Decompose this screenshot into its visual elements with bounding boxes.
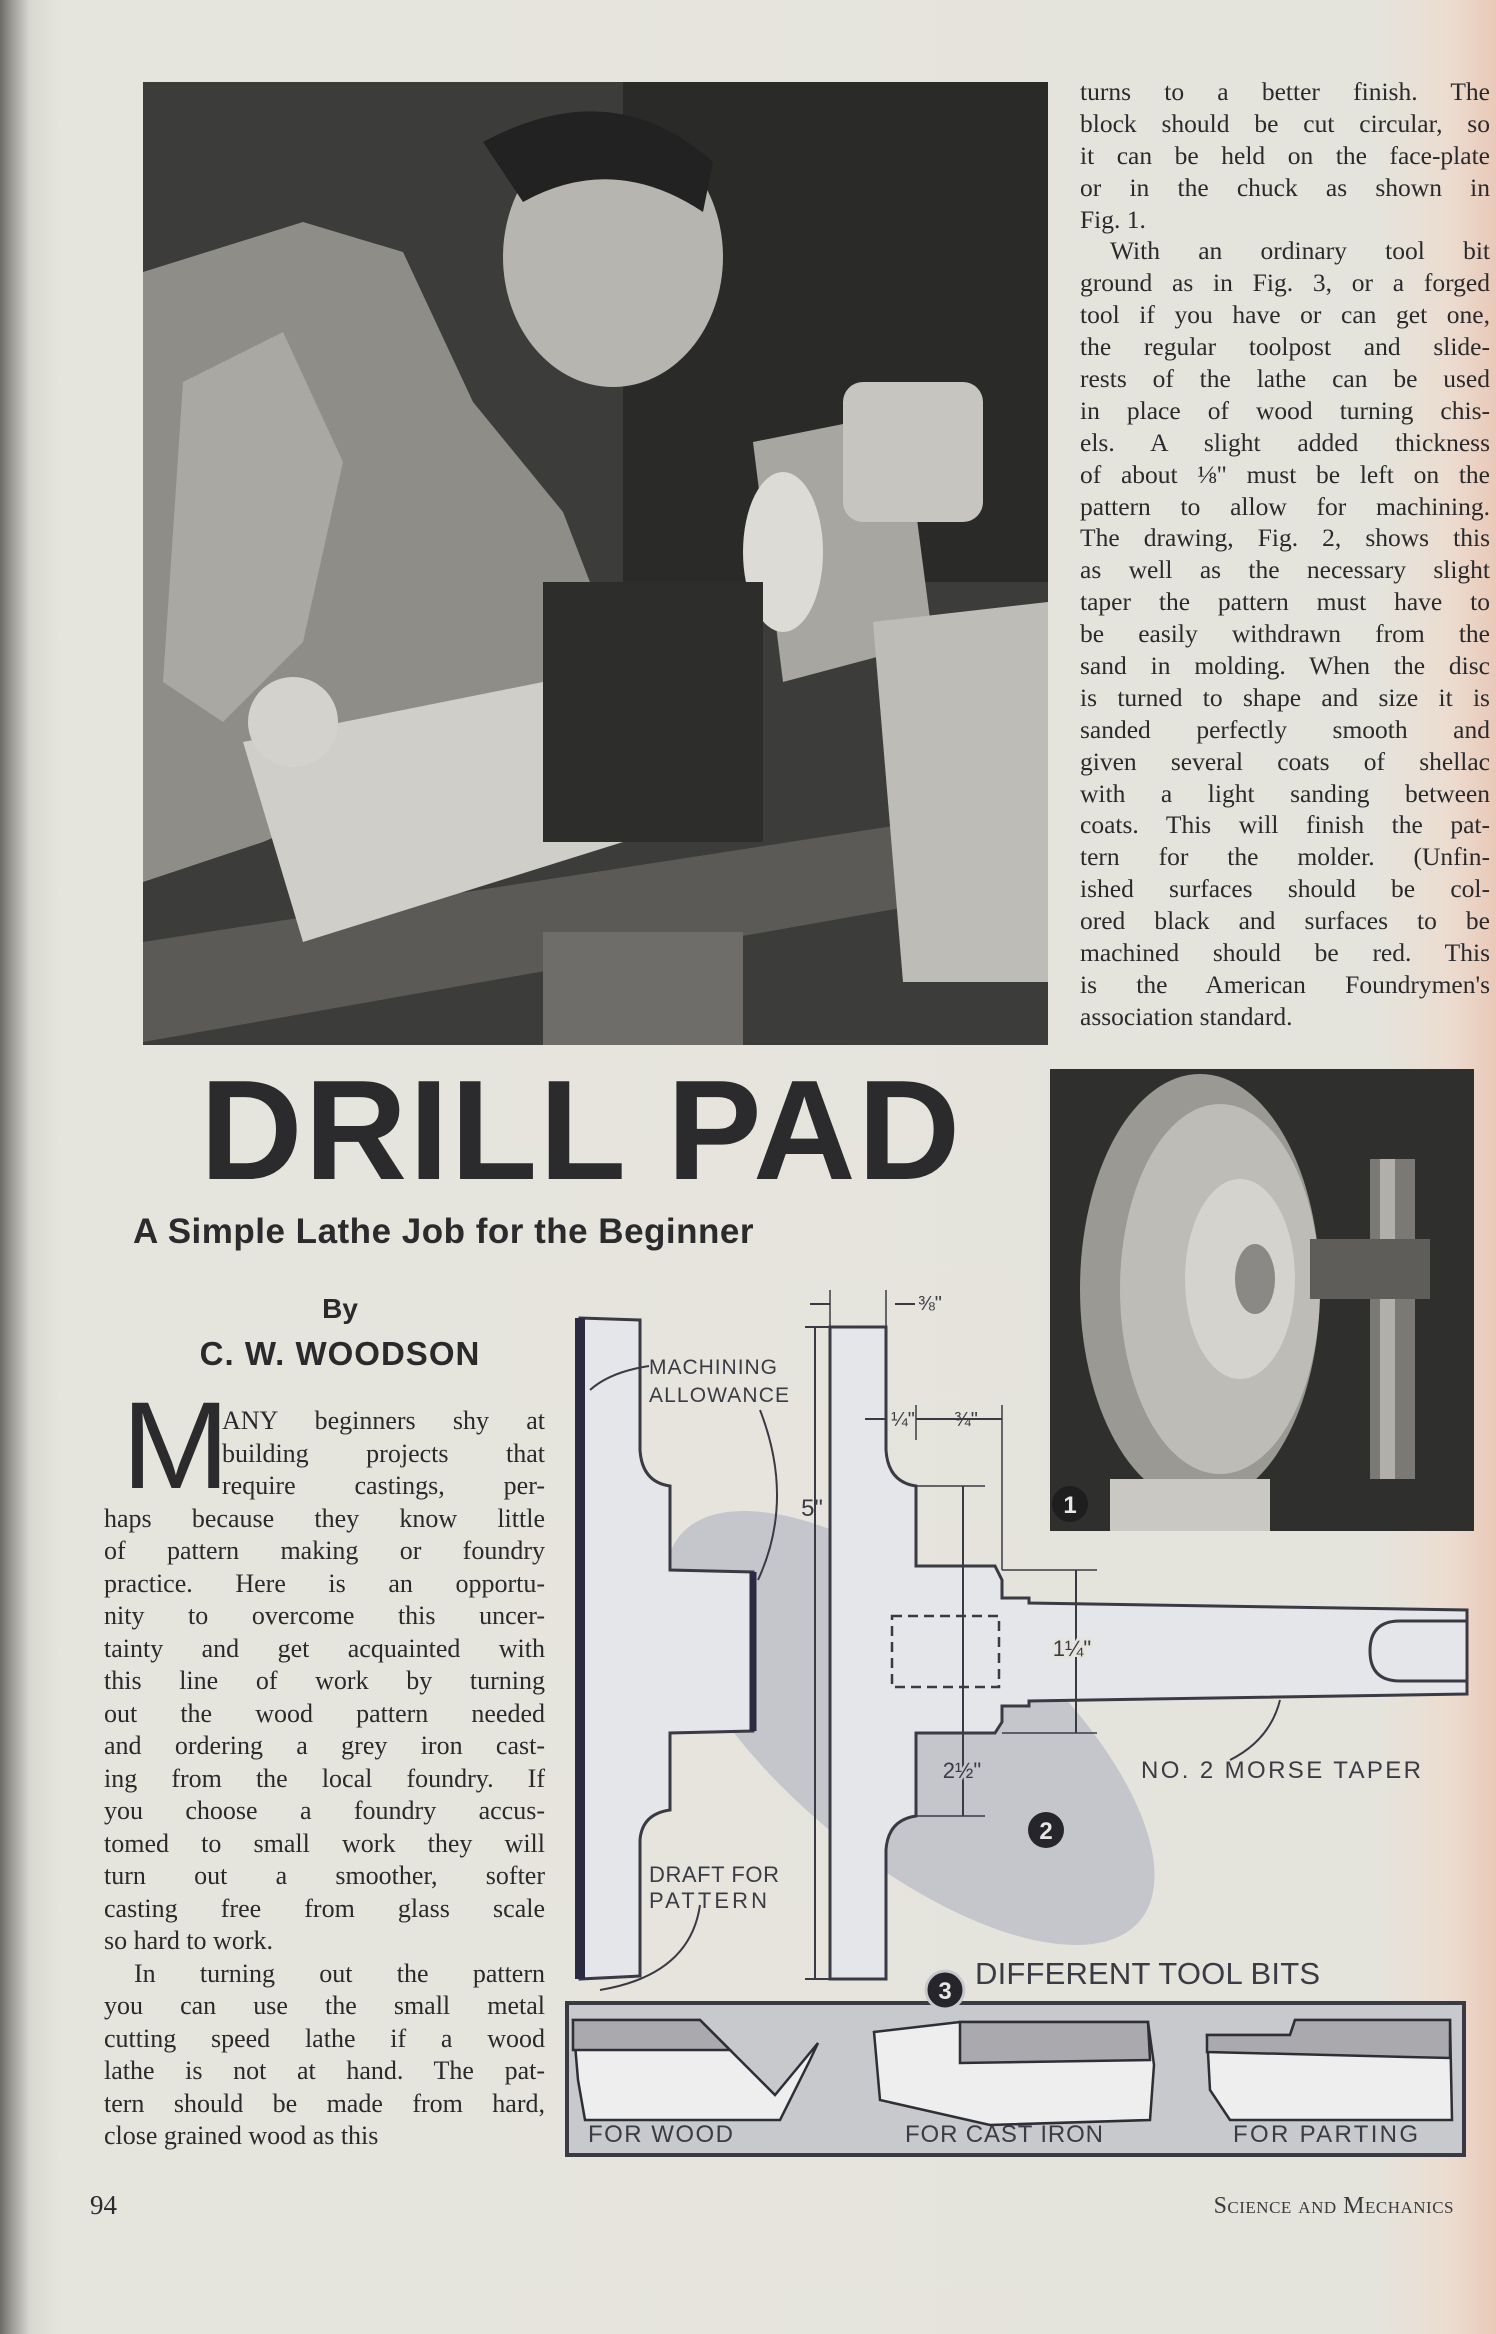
dim-hub-length: ¾" (954, 1409, 978, 1431)
text-line: rests of the lathe can be used (1080, 364, 1490, 394)
text-line: sanded perfectly smooth and (1080, 714, 1490, 744)
text-line: the regular toolpost and slide- (1080, 332, 1490, 362)
text-line: pattern to allow for machining. (1080, 491, 1490, 521)
page-number: 94 (90, 2190, 117, 2220)
text-line: casting free from glass scale (104, 1893, 545, 1923)
text-line: lathe is not at hand. The pat- (104, 2056, 545, 2085)
dim-shoulder-width: ¼" (891, 1409, 915, 1431)
dim-hub-diameter: 1¼" (1052, 1636, 1092, 1661)
text-line: The drawing, Fig. 2, shows this (1080, 523, 1490, 553)
text-line: With an ordinary tool bit (1110, 236, 1490, 266)
text-line: in place of wood turning chis- (1080, 395, 1490, 425)
text-line: tern for the molder. (Unfin- (1080, 842, 1490, 872)
text-line: turns to a better finish. The (1080, 77, 1490, 106)
text-line: ANY beginners shy at (222, 1406, 545, 1435)
label-allowance: ALLOWANCE (649, 1384, 789, 1407)
text-line: so hard to work. (104, 1926, 273, 1955)
text-line: In turning out the pattern (134, 1958, 545, 1988)
text-line: close grained wood as this (104, 2121, 379, 2150)
text-line: given several coats of shellac (1080, 746, 1490, 776)
text-line: taper the pattern must have to (1080, 587, 1490, 617)
text-line: machined should be red. This (1080, 938, 1490, 968)
text-line: is the American Foundrymen's (1080, 969, 1490, 999)
text-line: with a light sanding between (1080, 778, 1490, 808)
article-subtitle: A Simple Lathe Job for the Beginner (133, 1212, 754, 1251)
text-line: building projects that (222, 1438, 545, 1468)
dim-disc-thickness: ⅜" (918, 1293, 942, 1315)
fig1-number: 1 (1063, 1492, 1077, 1519)
text-line: tern should be made from hard, (104, 2088, 545, 2118)
text-line: tomed to small work they will (104, 1828, 545, 1858)
text-line: nity to overcome this uncer- (104, 1601, 545, 1630)
text-line: it can be held on the face-plate (1080, 140, 1490, 170)
text-line: require castings, per- (222, 1471, 545, 1500)
label-for-cast-iron: FOR CAST IRON (905, 2121, 1103, 2148)
magazine-name: Science and Mechanics (1213, 2193, 1454, 2219)
text-line: turn out a smoother, softer (104, 1861, 545, 1890)
byline-author: C. W. WOODSON (199, 1335, 481, 1372)
label-morse-taper: NO. 2 MORSE TAPER (1141, 1757, 1421, 1784)
text-line: ing from the local foundry. If (104, 1763, 545, 1793)
text-line: of pattern making or foundry (104, 1536, 545, 1565)
fig3-tool-bits (567, 1956, 1464, 2155)
text-line: as well as the necessary slight (1080, 555, 1490, 585)
dim-disc-diameter: 5" (801, 1495, 823, 1522)
text-line: be easily withdrawn from the (1080, 619, 1490, 649)
label-for-wood: FOR WOOD (588, 2121, 733, 2148)
label-draft-for: DRAFT FOR (649, 1862, 779, 1887)
text-line: Fig. 1. (1080, 204, 1146, 234)
text-line: is turned to shape and size it is (1080, 682, 1490, 712)
fig3-number: 3 (938, 1978, 952, 2005)
text-line: ground as in Fig. 3, or a forged (1080, 268, 1490, 298)
text-line: els. A slight added thickness (1080, 427, 1490, 457)
dim-shoulder-diameter: 2½" (942, 1758, 982, 1783)
text-line: association standard. (1080, 1001, 1293, 1031)
text-line: or in the chuck as shown in (1080, 172, 1490, 202)
text-line: of about ⅛" must be left on the (1080, 459, 1490, 489)
text-line: and ordering a grey iron cast- (104, 1731, 545, 1760)
text-line: cutting speed lathe if a wood (104, 2023, 545, 2053)
article-title: DRILL PAD (200, 1051, 963, 1210)
label-pattern: PATTERN (649, 1888, 767, 1913)
drop-cap: M (121, 1377, 230, 1515)
text-line: ored black and surfaces to be (1080, 906, 1490, 936)
text-line: tainty and get acquainted with (104, 1633, 545, 1663)
byline-prefix: By (322, 1293, 358, 1324)
text-line: you can use the small metal (104, 1991, 545, 2020)
fig2-leader-taper (1230, 1700, 1280, 1760)
label-for-parting: FOR PARTING (1233, 2121, 1418, 2148)
fig2-number: 2 (1039, 1818, 1053, 1845)
fig3-title: DIFFERENT TOOL BITS (975, 1956, 1320, 1991)
text-line: sand in molding. When the disc (1080, 651, 1490, 681)
text-line: haps because they know little (104, 1503, 545, 1533)
label-machining: MACHINING (649, 1356, 777, 1379)
text-line: tool if you have or can get one, (1080, 300, 1490, 330)
text-line: you choose a foundry accus- (104, 1796, 545, 1825)
text-line: block should be cut circular, so (1080, 108, 1490, 138)
text-line: out the wood pattern needed (104, 1698, 545, 1728)
text-line: this line of work by turning (104, 1666, 545, 1695)
text-line: practice. Here is an opportu- (104, 1568, 545, 1598)
text-line: ished surfaces should be col- (1080, 874, 1490, 904)
text-line: coats. This will finish the pat- (1080, 810, 1490, 840)
